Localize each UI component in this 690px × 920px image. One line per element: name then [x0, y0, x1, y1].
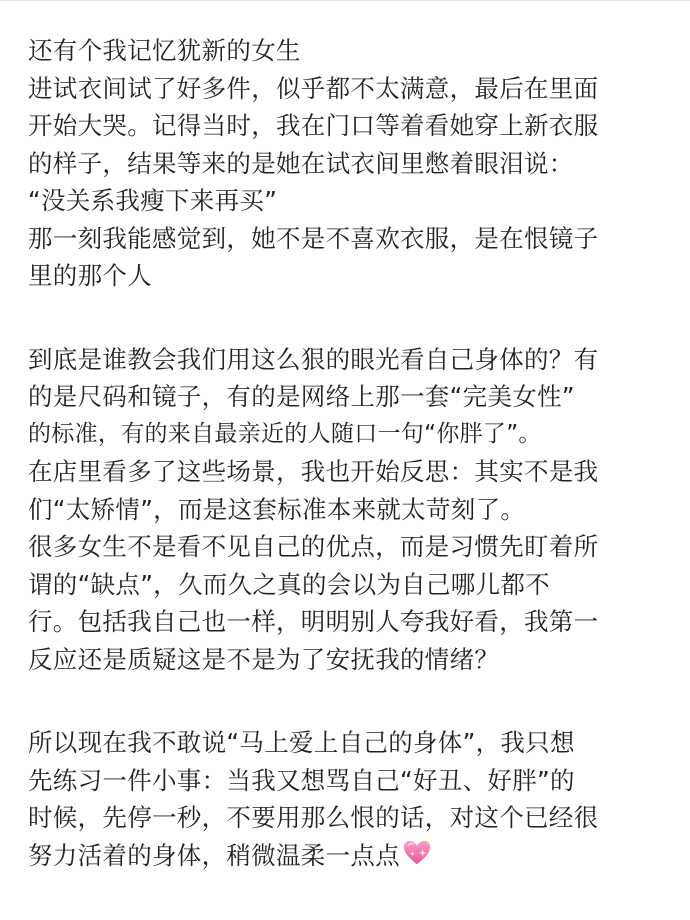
- text-line: 所以现在我不敢说“马上爱上自己的身体”，我只想: [28, 728, 575, 757]
- text-line: 很多女生不是看不见自己的优点，而是习惯先盯着所: [28, 532, 599, 561]
- paragraph-1: [28, 32, 678, 295]
- sparkling-heart-icon: [402, 838, 432, 868]
- text-line: 谓的“缺点”，久而久之真的会以为自己哪儿都不: [28, 569, 550, 599]
- top-divider: [0, 0, 690, 1]
- paragraph-2: [28, 341, 678, 679]
- text-line: 到底是谁教会我们用这么狠的眼光看自己身体的？有: [28, 344, 599, 374]
- text-line: 开始大哭。记得当时，我在门口等着看她穿上新衣服: [28, 111, 599, 140]
- text-line: 进试衣间试了好多件，似乎都不太满意，最后在里面: [28, 73, 599, 103]
- post-content: [28, 32, 678, 920]
- text-line: 里的那个人: [28, 261, 152, 290]
- text-line: 时候，先停一秒，不要用那么恨的话，对这个已经很: [28, 803, 599, 832]
- text-line: 还有个我记忆犹新的女生: [28, 36, 301, 65]
- text-line: 反应还是质疑这是不是为了安抚我的情绪？: [28, 644, 500, 674]
- text-line: 那一刻我能感觉到，她不是不喜欢衣服，是在恨镜子: [28, 223, 599, 253]
- text-line: 努力活着的身体，稍微温柔一点点: [28, 840, 400, 870]
- text-line: 们“太矫情”，而是这套标准本来就太苛刻了。: [28, 494, 526, 524]
- text-line: 的样子，结果等来的是她在试衣间里憋着眼泪说：: [28, 148, 574, 178]
- text-line: 行。包括我自己也一样，明明别人夸我好看，我第一: [28, 607, 599, 636]
- text-line: 在店里看多了这些场景，我也开始反思：其实不是我: [28, 457, 599, 486]
- last-text-line: [28, 837, 678, 875]
- text-line: “没关系我瘦下来再买”: [28, 186, 278, 215]
- paragraph-3: [28, 724, 678, 874]
- text-line: 的是尺码和镜子，有的是网络上那一套“完美女性”: [28, 382, 575, 411]
- text-line: 先练习一件小事：当我又想骂自己“好丑、好胖”的: [28, 765, 575, 795]
- text-line: 的标准，有的来自最亲近的人随口一句“你胖了”。: [28, 420, 542, 447]
